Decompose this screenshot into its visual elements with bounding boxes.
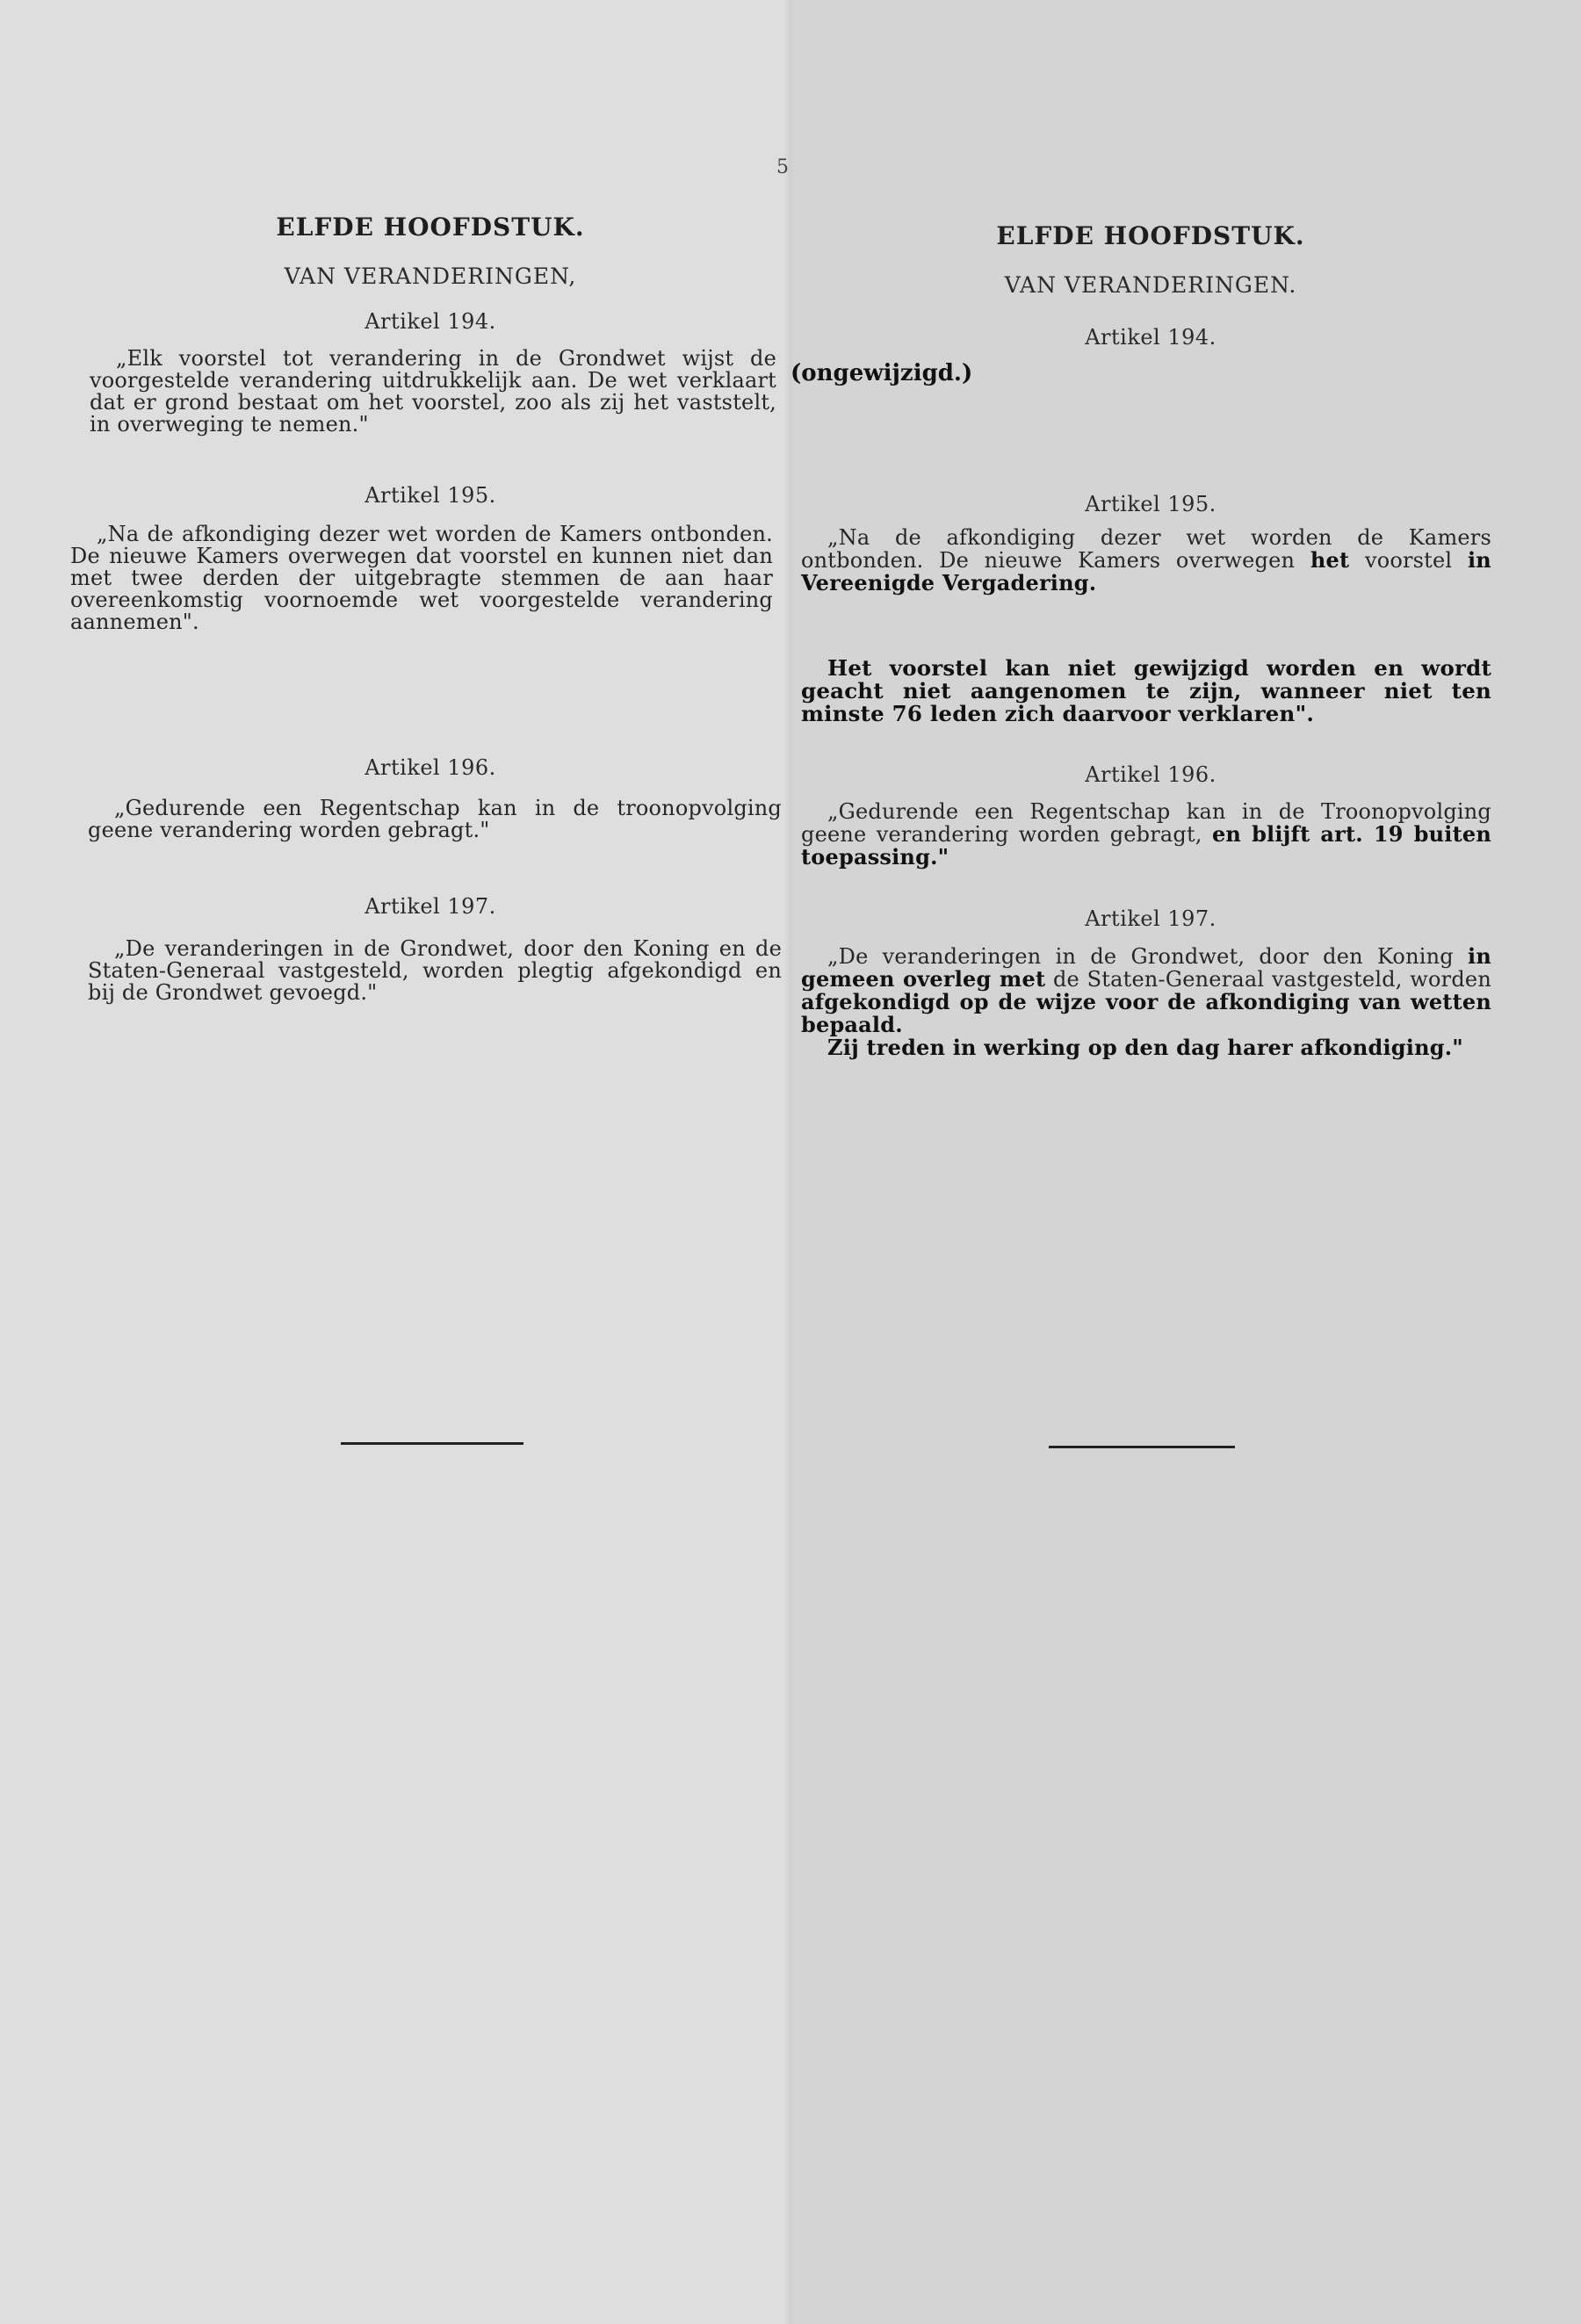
left-article-196-text: „Gedurende een Regentschap kan in de troonopvolging geene verandering worden gebragt." — [88, 796, 782, 842]
right-article-196-text-plain: „Gedurende een Regentschap kan in de Troonopvolging geene verandering worden gebragt, — [801, 799, 1491, 847]
right-article-194-unchanged-note: (ongewijzigd.) — [790, 360, 973, 386]
right-article-195-text — [801, 527, 1491, 595]
left-chapter-subheading: VAN VERANDERINGEN, — [284, 263, 577, 289]
right-article-196-bold: en blijft art. 19 buiten toepassing." — [801, 821, 1491, 870]
left-article-196-title: Artikel 196. — [365, 755, 496, 780]
left-article-194-title: Artikel 194. — [365, 309, 496, 334]
right-article-197-text — [801, 945, 1491, 1059]
left-article-194-text: „Elk voorstel tot verandering in de Grondwet wijst de voorgestelde verandering uitdrukkelijk aan. De wet verklaart dat er grond bestaat om het voorstel, zoo als zij het vaststelt, in overweging te nemen." — [90, 346, 776, 437]
right-article-197-text-a: „De veranderingen in de Grondwet, door den Koning — [827, 944, 1454, 969]
left-article-195-title: Artikel 195. — [365, 483, 496, 508]
right-article-195-text-b: voorstel — [1364, 548, 1453, 573]
right-chapter-subheading: VAN VERANDERINGEN. — [1004, 272, 1297, 298]
left-end-rule — [341, 1442, 523, 1445]
left-article-197-title: Artikel 197. — [365, 894, 496, 919]
right-article-195-title: Artikel 195. — [1085, 492, 1216, 516]
right-article-197-bold-b: afgekondigd op de wijze voor de afkondiging van wetten bepaald. — [801, 989, 1491, 1037]
right-article-197-text-b: de Staten-Generaal vastgesteld, worden — [1052, 967, 1491, 992]
left-article-197-text: „De veranderingen in de Grondwet, door den Koning en de Staten-Generaal vastgesteld, worden plegtig afgekondigd en bij de Grondwet gevoegd." — [88, 936, 782, 1005]
right-article-195-bold-b: in Vereenigde Vergadering. — [801, 547, 1491, 595]
page-fold — [784, 0, 797, 2324]
left-chapter-heading: ELFDE HOOFDSTUK. — [276, 213, 585, 242]
right-article-195-new-paragraph: Het voorstel kan niet gewijzigd worden en wordt geacht niet aangenomen te zijn, wanneer niet ten minste 76 leden zich daarvoor verklaren". — [801, 655, 1491, 726]
right-article-194-title: Artikel 194. — [1085, 325, 1216, 350]
right-end-rule — [1049, 1446, 1235, 1448]
right-article-197-bold-c: Zij treden in werking op den dag harer afkondiging." — [827, 1035, 1463, 1060]
right-article-197-bold-a: in gemeen overleg met — [801, 943, 1491, 992]
right-article-196-title: Artikel 196. — [1085, 762, 1216, 787]
right-article-196-text — [801, 801, 1491, 869]
left-article-195-text: „Na de afkondiging dezer wet worden de Kamers ontbonden. De nieuwe Kamers overwegen dat voorstel en kunnen niet dan met twee derden der uitgebragte stemmen de aan haar overeenkomstig voornoemde wet voorgestelde verandering aannemen". — [70, 522, 773, 634]
right-article-195-text-a: „Na de afkondiging dezer wet worden de Kamers ontbonden. De nieuwe Kamers overwegen — [801, 525, 1491, 573]
right-chapter-heading: ELFDE HOOFDSTUK. — [996, 221, 1305, 250]
right-article-197-title: Artikel 197. — [1085, 906, 1216, 931]
page-number: 5 — [776, 156, 789, 178]
right-article-195-bold-a: het — [1310, 547, 1350, 573]
